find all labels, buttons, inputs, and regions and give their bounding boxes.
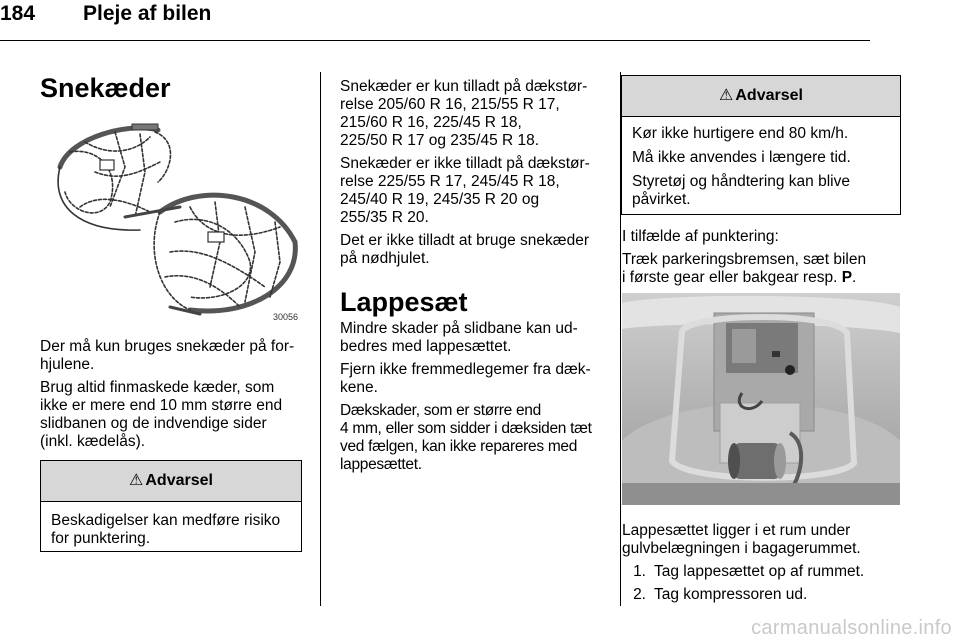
warning-title: Advarsel	[735, 87, 803, 104]
snow-chains-illustration	[40, 112, 302, 324]
warning-box-chains	[40, 460, 302, 552]
text-line: Beskadigelser kan medføre risiko	[51, 512, 281, 529]
warning-body	[622, 117, 900, 223]
repair-kit-photo	[622, 293, 900, 505]
text-line: 225/50 R 17 og 235/45 R 18.	[340, 132, 540, 149]
text-line: lappesættet.	[340, 456, 422, 473]
text-line: kene.	[340, 379, 378, 396]
text-line: relse 205/60 R 16, 215/55 R 17,	[340, 96, 560, 113]
snow-chains-text	[40, 338, 312, 456]
paragraph-puncture: I tilfælde af punktering:	[622, 228, 779, 245]
steps-list	[622, 563, 904, 604]
repair-kit-text	[340, 320, 616, 479]
gear-p-label: P	[841, 269, 853, 286]
paragraph-allowed-sizes	[340, 78, 612, 150]
text-line: Det er ikke tilladt at bruge snekæder	[340, 232, 589, 249]
paragraph-front-wheels	[40, 338, 312, 374]
paragraph-kit-location	[622, 522, 904, 558]
warning-header	[622, 76, 900, 117]
text-line: på nødhjulet.	[340, 250, 430, 267]
text-line: 255/35 R 20.	[340, 209, 429, 226]
paragraph-fine-mesh	[40, 379, 312, 451]
warning-triangle-icon: ⚠	[129, 472, 144, 489]
text-line: Der må kun bruges snekæder på for-	[40, 338, 295, 355]
warning-title: Advarsel	[145, 472, 213, 489]
text-line: 4 mm, eller som sidder i dæksiden tæt	[340, 420, 592, 437]
list-item	[622, 586, 904, 604]
text-line: ved fælgen, kan ikke repareres med	[340, 438, 578, 455]
text-line: Snekæder er ikke tilladt på dækstør-	[340, 155, 590, 172]
text-line: Træk parkeringsbremsen, sæt bilen	[622, 251, 867, 268]
paragraph-minor-damage	[340, 320, 616, 356]
step-number: 1.	[633, 563, 646, 580]
text-line: Mindre skader på slidbane kan ud-	[340, 320, 578, 337]
warning-box-repair-kit	[621, 75, 901, 215]
warning-line-speed: Kør ikke hurtigere end 80 km/h.	[632, 125, 849, 142]
page-header-title: Pleje af bilen	[83, 2, 212, 25]
page-header	[0, 0, 870, 41]
trunk-compartment-photo	[622, 293, 900, 505]
puncture-text	[622, 228, 904, 292]
text-line: Lappesættet ligger i et rum under	[622, 522, 851, 539]
snow-chains-sizes-text	[340, 78, 612, 273]
text-line: Snekæder er kun tilladt på dækstør-	[340, 78, 588, 95]
paragraph-large-damage	[340, 402, 616, 474]
warning-header	[41, 461, 301, 502]
snow-chains-figure	[40, 112, 302, 324]
warning-line-handling: Styretøj og håndtering kan blive påvirket.	[632, 173, 850, 208]
paragraph-spare-wheel	[340, 232, 612, 268]
step-text: Tag lappesættet op af rummet.	[654, 563, 865, 580]
column-divider-1	[320, 72, 321, 606]
step-number: 2.	[633, 586, 646, 603]
paragraph-foreign-objects	[340, 361, 616, 397]
text-line: Brug altid finmaskede kæder, som	[40, 379, 275, 396]
warning-triangle-icon: ⚠	[719, 87, 734, 104]
list-item	[622, 563, 904, 581]
paragraph-not-allowed-sizes	[340, 155, 612, 227]
text-line: relse 225/55 R 17, 245/45 R 18,	[340, 173, 560, 190]
text-line: 245/40 R 19, 245/35 R 20 og	[340, 191, 540, 208]
section-title-repair-kit: Lappesæt	[340, 287, 468, 317]
warning-body	[41, 502, 301, 562]
text-line: hjulene.	[40, 356, 95, 373]
paragraph-handbrake	[622, 251, 904, 287]
text-punct: .	[852, 269, 857, 286]
text-line: Dækskader, som er større end	[340, 402, 541, 419]
watermark: carmanualsonline.info	[751, 617, 952, 639]
text-line: 215/60 R 16, 225/45 R 18,	[340, 114, 522, 131]
figure-code: 30056	[272, 312, 298, 322]
warning-line-duration: Må ikke anvendes i længere tid.	[632, 149, 851, 166]
text-line: i første gear eller bakgear resp.	[622, 269, 838, 286]
page-number: 184	[0, 2, 36, 25]
warning-text	[51, 512, 291, 548]
text-line: for punktering.	[51, 530, 151, 547]
text-line: slidbanen og de indvendige sider	[40, 415, 267, 432]
section-title-snow-chains: Snekæder	[40, 73, 171, 103]
repair-kit-location-text	[622, 522, 904, 609]
text-line: Fjern ikke fremmedlegemer fra dæk-	[340, 361, 591, 378]
text-line: (inkl. kædelås).	[40, 433, 146, 450]
text-line: gulvbelægningen i bagagerummet.	[622, 540, 861, 557]
text-line: ikke er mere end 10 mm større end	[40, 397, 283, 414]
step-text: Tag kompressoren ud.	[654, 586, 808, 603]
text-line: bedres med lappesættet.	[340, 338, 512, 355]
